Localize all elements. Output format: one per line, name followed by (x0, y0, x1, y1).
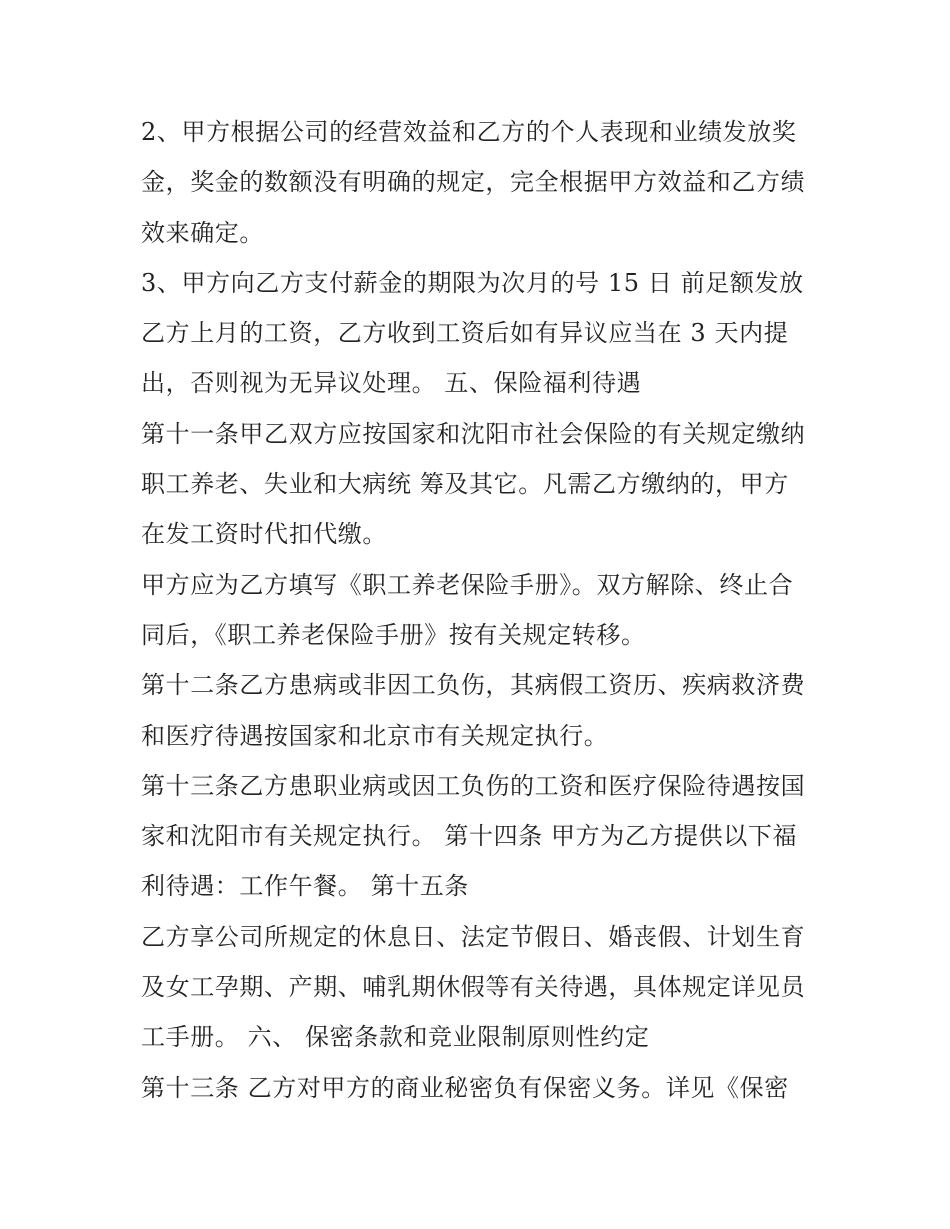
text-line: 乙方上月的工资，乙方收到工资后如有异议应当在 3 天内提 (141, 319, 789, 348)
text-line: 工手册。 六、 保密条款和竞业限制原则性约定 (141, 1023, 650, 1052)
text-line: 效来确定。 (141, 218, 264, 247)
text-line: 2、甲方根据公司的经营效益和乙方的个人表现和业绩发放奖 (141, 118, 797, 146)
document-body (141, 107, 816, 1113)
text-line: 甲方应为乙方填写《职工养老保险手册》。双方解除、终止合 (141, 570, 794, 599)
text-line: 和医疗待遇按国家和北京市有关规定执行。 (141, 721, 609, 750)
text-line: 3、甲方向乙方支付薪金的期限为次月的号 15 日 前足额发放 (141, 268, 804, 297)
text-line: 在发工资时代扣代缴。 (141, 520, 387, 549)
text-line: 出，否则视为无异议处理。 五、保险福利待遇 (141, 369, 642, 398)
text-line: 家和沈阳市有关规定执行。 第十四条 甲方为乙方提供以下福 (141, 822, 798, 851)
text-line: 及女工孕期、产期、哺乳期休假等有关待遇，具体规定详见员 (141, 973, 806, 1002)
text-line: 乙方享公司所规定的休息日、法定节假日、婚丧假、计划生育 (141, 922, 806, 951)
text-line: 同后，《职工养老保险手册》按有关规定转移。 (141, 620, 646, 649)
text-line: 第十二条乙方患病或非因工负伤，其病假工资历、疾病救济费 (141, 671, 806, 700)
text-line: 利待遇：工作午餐。 第十五条 (141, 872, 470, 901)
text-line: 第十三条 乙方对甲方的商业秘密负有保密义务。详见《保密 (141, 1073, 789, 1102)
text-line: 金，奖金的数额没有明确的规定，完全根据甲方效益和乙方绩 (141, 168, 806, 197)
text-line: 第十三条乙方患职业病或因工负伤的工资和医疗保险待遇按国 (141, 771, 806, 800)
text-line: 职工养老、失业和大病统 筹及其它。凡需乙方缴纳的，甲方 (141, 470, 789, 499)
text-line: 第十一条甲乙双方应按国家和沈阳市社会保险的有关规定缴纳 (141, 419, 806, 448)
